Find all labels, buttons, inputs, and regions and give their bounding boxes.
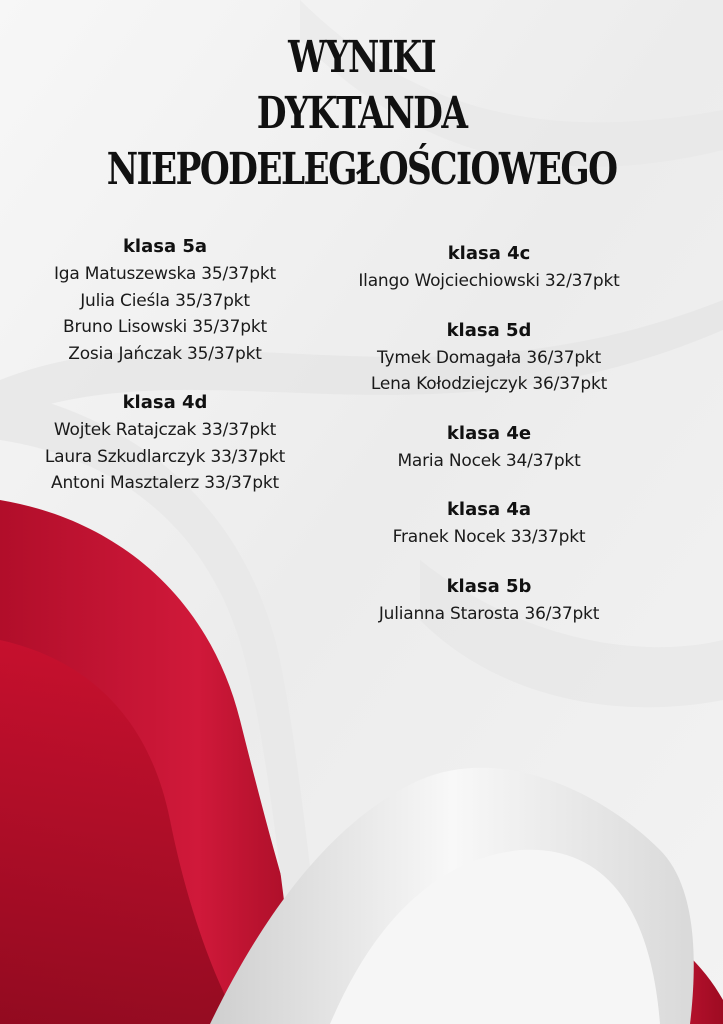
result-entry: Lena Kołodziejczyk 36/37pkt	[370, 374, 608, 394]
result-entry: Julianna Starosta 36/37pkt	[378, 603, 600, 624]
class-group	[330, 317, 648, 398]
poster-title	[80, 30, 644, 198]
title-line-3: NIEPODELEGŁOŚCIOWEGO	[106, 144, 617, 195]
results-right-column	[330, 240, 648, 649]
result-entry: Laura Szkudlarczyk 33/37pkt	[44, 446, 286, 467]
result-entry: Zosia Jańczak 35/37pkt	[68, 343, 262, 364]
class-group	[20, 389, 310, 497]
class-name: klasa 4c	[447, 243, 531, 264]
class-name: klasa 4d	[122, 392, 208, 413]
result-entry: Wojtek Ratajczak 33/37pkt	[53, 420, 277, 440]
result-entry: Julia Cieśla 35/37pkt	[80, 290, 250, 311]
result-entry: Tymek Domagała 36/37pkt	[376, 347, 602, 368]
class-name: klasa 5b	[446, 575, 532, 597]
class-group	[330, 420, 648, 475]
class-name: klasa 5a	[122, 236, 208, 257]
class-name: klasa 4a	[446, 499, 532, 520]
class-group	[20, 233, 310, 367]
title-line-2: DYKTANDA	[256, 88, 467, 139]
class-group	[330, 496, 648, 551]
title-line-1: WYNIKI	[288, 32, 436, 83]
results-left-column	[20, 233, 310, 519]
result-entry: Maria Nocek 34/37pkt	[397, 450, 581, 471]
result-entry: Antoni Masztalerz 33/37pkt	[51, 473, 279, 493]
class-group	[330, 573, 648, 628]
result-entry: Ilango Wojciechiowski 32/37pkt	[358, 271, 620, 291]
result-entry: Franek Nocek 33/37pkt	[392, 527, 586, 547]
class-name: klasa 4e	[446, 422, 532, 444]
class-name: klasa 5d	[446, 319, 532, 341]
result-entry: Bruno Lisowski 35/37pkt	[63, 317, 267, 337]
result-entry: Iga Matuszewska 35/37pkt	[53, 264, 276, 284]
class-group	[330, 240, 648, 295]
